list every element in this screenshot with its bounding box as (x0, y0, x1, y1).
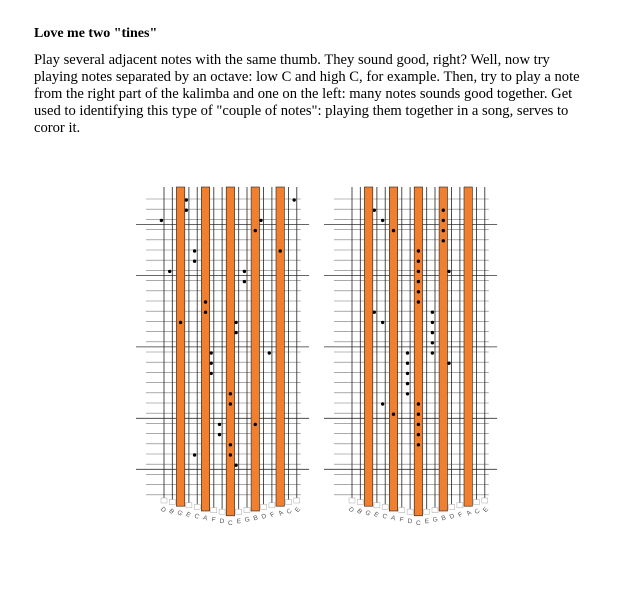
note-dot (417, 433, 420, 436)
note-dot (243, 280, 246, 283)
tine-highlight (364, 187, 372, 506)
note-dot (373, 311, 376, 314)
note-dot (381, 321, 384, 324)
tine-label: E (372, 510, 380, 520)
tine-highlight (176, 187, 184, 506)
note-dot (417, 413, 420, 416)
tine-label: A (201, 514, 209, 523)
tine-label: D (158, 505, 168, 515)
note-dot (234, 464, 237, 467)
tine-label: E (184, 510, 192, 520)
tine-label: E (236, 517, 242, 526)
tine-label: B (252, 514, 259, 523)
tine-label: C (193, 512, 201, 521)
note-dot (442, 219, 445, 222)
tine-highlight (439, 187, 447, 511)
note-dot (417, 290, 420, 293)
tine-end (407, 509, 413, 514)
tine-label: F (269, 511, 277, 520)
tine-end (219, 509, 225, 514)
tine-label: D (448, 512, 456, 521)
tine-label: C (473, 507, 482, 516)
note-dot (417, 300, 420, 303)
note-dot (417, 249, 420, 252)
tine-end (244, 508, 250, 513)
note-dot (447, 362, 450, 365)
note-dot (373, 209, 376, 212)
tine-label: F (210, 516, 217, 524)
note-dot (229, 453, 232, 456)
tine-end (161, 498, 167, 503)
note-dot (381, 219, 384, 222)
body-paragraph: Play several adjacent notes with the same thumb. They sound good, right? Well, now try playing notes separated by an octave: low C and high C, for example. Then, try to play a note from the right part of the kalimba and one on the left: many notes sounds good together. Get used to identifying this type of "couple of notes": playing them together in a song, serves to coror it. (34, 52, 580, 136)
note-dot (431, 321, 434, 324)
note-dot (417, 280, 420, 283)
note-dot (218, 433, 221, 436)
note-dot (293, 198, 296, 201)
note-dot (279, 249, 282, 252)
note-dot (193, 249, 196, 252)
tine-end (457, 503, 463, 508)
note-dot (210, 351, 213, 354)
tine-label: F (398, 516, 405, 524)
note-dot (210, 372, 213, 375)
note-dot (406, 351, 409, 354)
note-dot (204, 311, 207, 314)
tine-label: D (346, 505, 356, 515)
note-dot (392, 229, 395, 232)
tine-label: B (167, 507, 176, 516)
note-dot (185, 209, 188, 212)
note-dot (218, 423, 221, 426)
tine-end (169, 500, 175, 505)
note-dot (160, 219, 163, 222)
tine-highlight (251, 187, 259, 511)
tine-end (286, 500, 292, 505)
tine-highlight (389, 187, 397, 511)
note-dot (185, 198, 188, 201)
note-dot (193, 453, 196, 456)
note-dot (406, 392, 409, 395)
tine-end (357, 500, 363, 505)
note-dot (268, 351, 271, 354)
tine-end (261, 504, 267, 509)
note-dot (179, 321, 182, 324)
tine-label: D (260, 512, 268, 521)
tine-end (269, 503, 275, 508)
tine-highlight (201, 187, 209, 511)
tine-label: G (244, 516, 251, 525)
note-dot (406, 372, 409, 375)
note-dot (229, 402, 232, 405)
note-dot (254, 229, 257, 232)
note-dot (431, 341, 434, 344)
tine-label: G (175, 509, 184, 518)
tine-label: C (381, 512, 389, 521)
note-dot (442, 239, 445, 242)
note-dot (406, 382, 409, 385)
tine-highlight (414, 187, 422, 516)
tine-end (382, 504, 388, 509)
note-dot (210, 362, 213, 365)
tine-end (449, 504, 455, 509)
tine-label: E (481, 506, 490, 514)
tine-label: C (416, 519, 421, 527)
note-dot (254, 423, 257, 426)
note-dot (431, 331, 434, 334)
note-dot (193, 260, 196, 263)
section-heading: Love me two "tines" (34, 26, 158, 41)
note-dot (442, 229, 445, 232)
note-dot (234, 331, 237, 334)
tine-end (424, 509, 430, 514)
tine-label: D (219, 517, 225, 526)
note-dot (406, 362, 409, 365)
tine-label: D (407, 517, 413, 526)
note-dot (417, 402, 420, 405)
tine-label: G (363, 509, 372, 518)
tine-label: B (355, 507, 364, 516)
tine-label: A (389, 514, 397, 523)
note-dot (381, 402, 384, 405)
note-dot (442, 209, 445, 212)
note-dot (431, 351, 434, 354)
tine-end (211, 508, 217, 513)
tine-label: C (228, 519, 233, 527)
tine-highlight (276, 187, 284, 506)
tine-end (432, 508, 438, 513)
note-dot (234, 321, 237, 324)
note-dot (417, 423, 420, 426)
tine-label: G (432, 516, 439, 525)
tine-highlight (464, 187, 472, 506)
note-dot (204, 300, 207, 303)
note-dot (243, 270, 246, 273)
note-dot (417, 260, 420, 263)
tine-highlight (226, 187, 234, 516)
note-dot (431, 311, 434, 314)
kalimba-tab-right (320, 185, 500, 530)
tine-end (186, 503, 192, 508)
tine-end (474, 500, 480, 505)
tine-label: A (465, 509, 473, 518)
tine-end (349, 498, 355, 503)
note-dot (168, 270, 171, 273)
note-dot (229, 443, 232, 446)
note-dot (259, 219, 262, 222)
tine-label: B (440, 514, 447, 523)
note-dot (417, 443, 420, 446)
note-dot (392, 413, 395, 416)
tine-end (294, 498, 300, 503)
tine-label: A (277, 509, 285, 518)
tine-label: E (293, 506, 302, 514)
note-dot (447, 270, 450, 273)
kalimba-tab-left (132, 185, 312, 530)
tine-end (374, 503, 380, 508)
tine-end (194, 504, 200, 509)
tine-label: E (424, 517, 430, 526)
tine-label: C (285, 507, 294, 516)
tine-end (236, 509, 242, 514)
tine-end (399, 508, 405, 513)
tine-end (482, 498, 488, 503)
note-dot (417, 270, 420, 273)
note-dot (229, 392, 232, 395)
tine-label: F (457, 511, 465, 520)
